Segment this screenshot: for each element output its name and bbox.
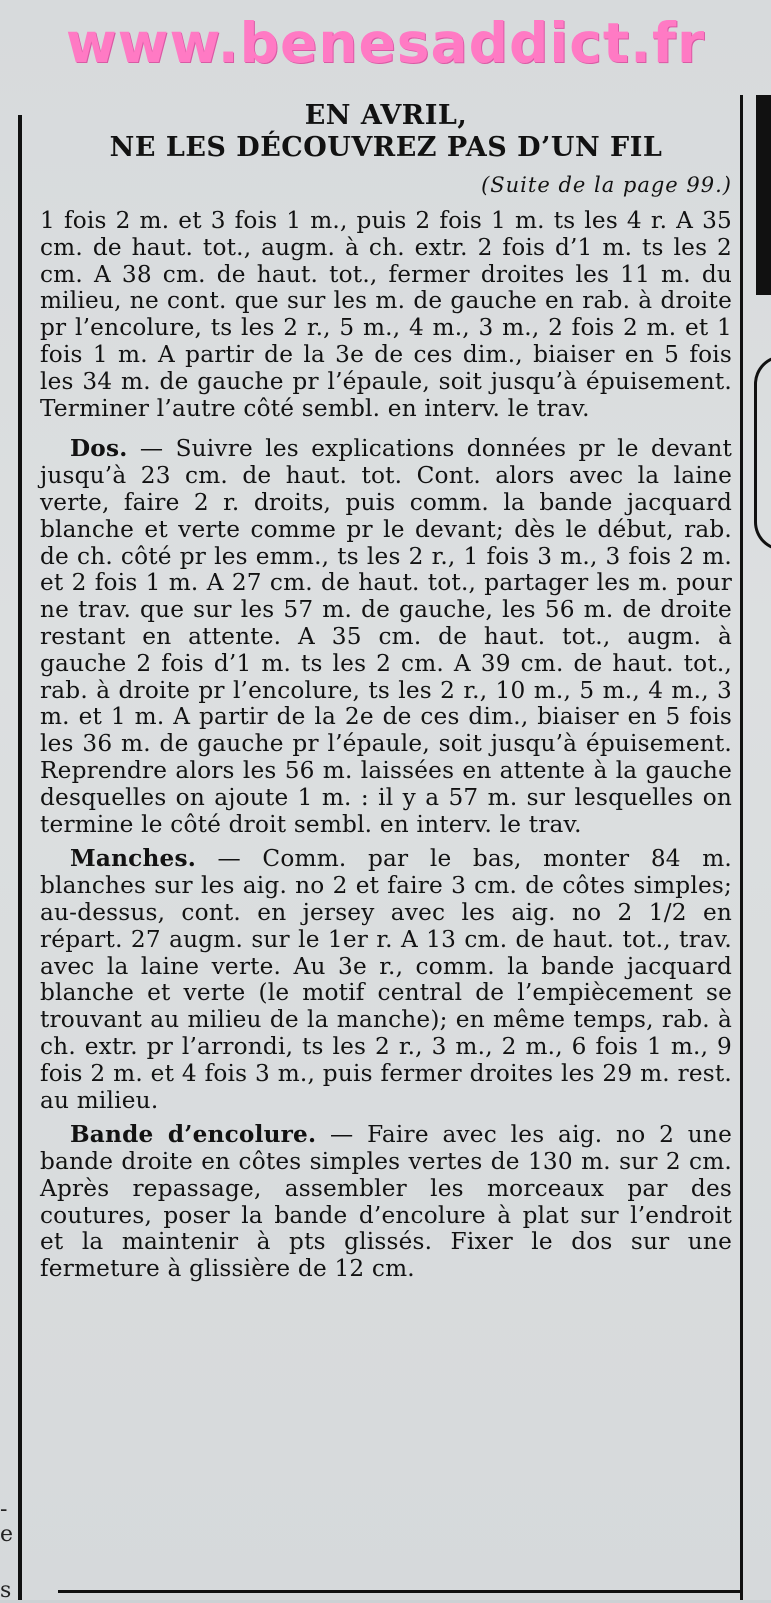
headline-line-2: NE LES DÉCOUVREZ PAS D’UN FIL — [109, 132, 663, 163]
paragraph-bande-text: — Faire avec les aig. no 2 une bande droite en côtes simples vertes de 130 m. sur 2 cm. Après repassage, assembler les morceaux par des coutures, poser la bande d’encolure à plat sur l’endroit et la maintenir à pts glissés. Fixer le dos sur une fermeture à glissière de 12 cm. — [40, 1121, 732, 1283]
margin-fragment: s — [0, 1578, 12, 1603]
paragraph-bande — [40, 1122, 732, 1283]
continued-note: (Suite de la page 99.) — [481, 173, 732, 197]
paragraph-manches-heading: Manches. — [70, 845, 197, 873]
left-column-rule — [18, 115, 22, 1600]
adjacent-column-fragment — [752, 95, 771, 1600]
watermark: www.benesaddict.fr — [65, 11, 706, 75]
paragraph-dos-text: — Suivre les explications données pr le devant jusqu’à 23 cm. de haut. tot. Cont. alors avec la laine verte, faire 2 r. droits, puis comm. la bande jacquard blanche et verte comme pr le devant; dès le début, rab. de ch. côté pr les emm., ts les 2 r., 1 fois 3 m., 3 fois 2 m. et 2 fois 1 m. A 27 cm. de haut. tot., partager les m. pour ne trav. que sur les 57 m. de gauche, les 56 m. de droite restant en attente. A 35 cm. de haut. tot., augm. à gauche 2 fois d’1 m. ts les 2 cm. A 39 cm. de haut. tot., rab. à droite pr l’encolure, ts les 2 r., 10 m., 5 m., 4 m., 3 m. et 1 m. A partir de la 2e de ces dim., biaiser en 5 fois les 36 m. de gauche pr l’épaule, soit jusqu’à épuisement. Reprendre alors les 56 m. laissées en attente à la gauche desquelles on ajoute 1 m. : il y a 57 m. sur lesquelles on termine le côté droit sembl. en interv. le trav. — [40, 435, 732, 838]
paragraph-dos — [40, 436, 732, 838]
headline-line-1: EN AVRIL, — [304, 100, 468, 131]
paragraph-manches — [40, 846, 732, 1114]
paragraph-manches-text: — Comm. par le bas, monter 84 m. blanches sur les aig. no 2 et faire 3 cm. de côtes simples; au-dessus, cont. en jersey avec les aig. no 2 1/2 en répart. 27 augm. sur le 1er r. A 13 cm. de haut. tot., trav. avec la laine verte. Au 3e r., comm. la bande jacquard blanche et verte (le motif central de l’empiècement se trouvant au milieu de la manche); en même temps, rab. à ch. extr. pr l’arrondi, ts les 2 r., 3 m., 2 m., 6 fois 1 m., 9 fois 2 m. et 4 fois 3 m., puis fermer droites les 29 m. rest. au milieu. — [40, 845, 732, 1114]
adjacent-column-ornament — [754, 355, 771, 551]
right-column-rule — [740, 95, 743, 1600]
margin-fragment: e — [0, 1522, 14, 1547]
adjacent-column-bar — [756, 95, 771, 295]
article — [40, 100, 732, 1291]
paragraph-bande-heading: Bande d’encolure. — [70, 1121, 317, 1149]
bottom-rule — [58, 1590, 740, 1593]
margin-fragment: - — [0, 1497, 8, 1522]
paragraph-intro: 1 fois 2 m. et 3 fois 1 m., puis 2 fois 1 m. ts les 4 r. A 35 cm. de haut. tot., augm. à ch. extr. 2 fois d’1 m. ts les 2 cm. A 38 cm. de haut. tot., fermer droites les 11 m. du milieu, ne cont. que sur les m. de gauche en rab. à droite pr l’encolure, ts les 2 r., 5 m., 4 m., 3 m., 2 fois 2 m. et 1 fois 1 m. A partir de la 3e de ces dim., biaiser en 5 fois les 34 m. de gauche pr l’épaule, soit jusqu’à épuisement. Terminer l’autre côté sembl. en interv. le trav. — [40, 207, 732, 422]
paragraph-dos-heading: Dos. — [70, 435, 128, 463]
